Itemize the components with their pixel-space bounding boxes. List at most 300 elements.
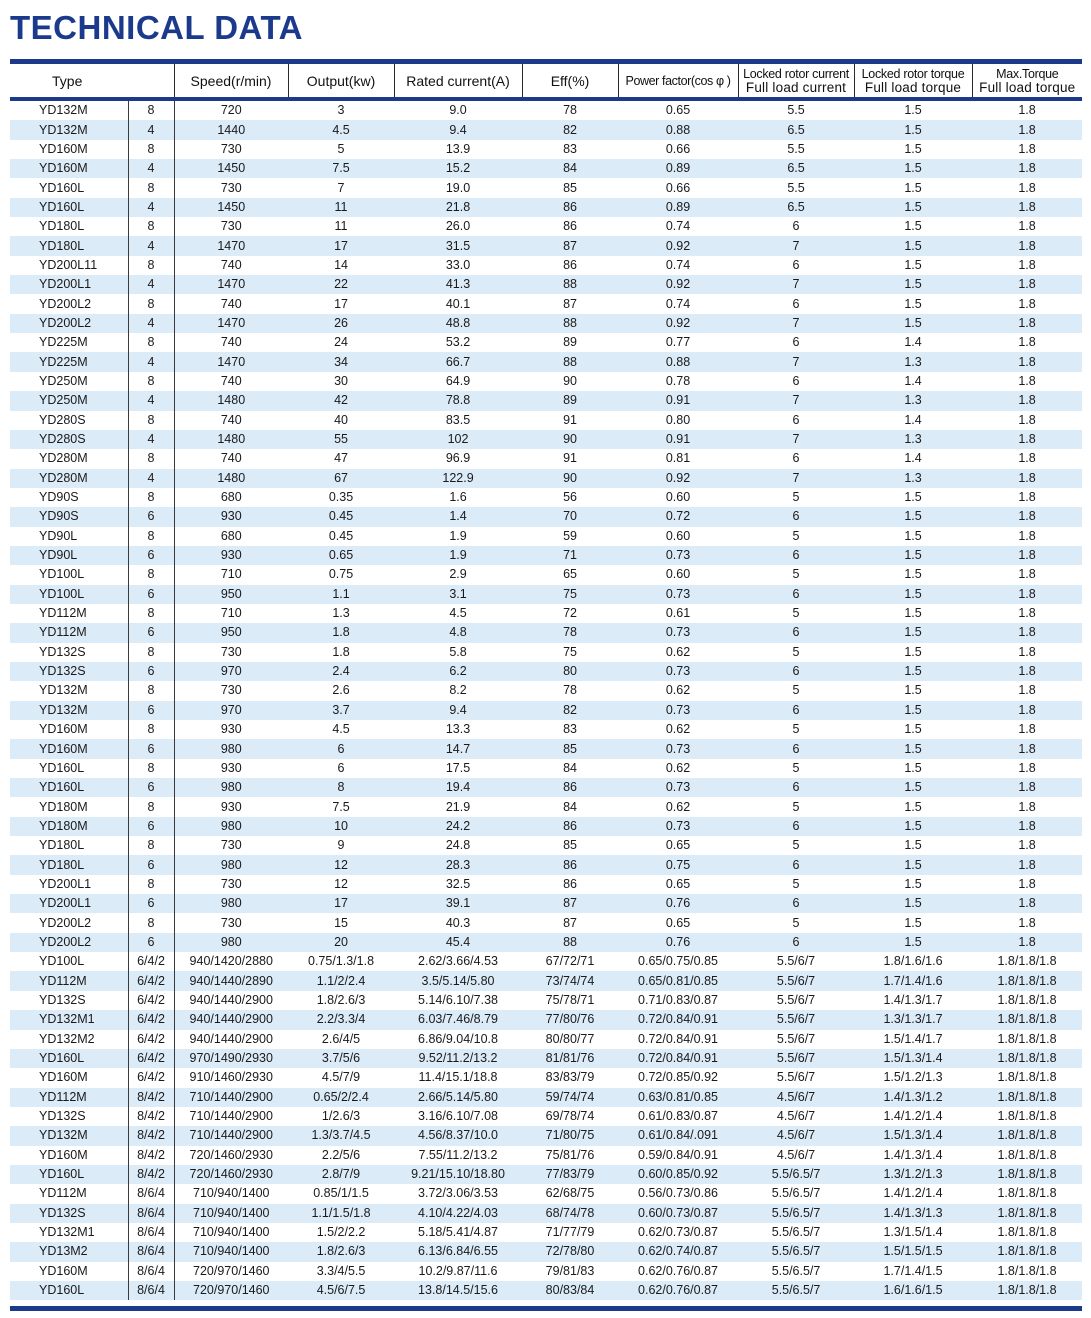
cell-type: YD160L (10, 198, 128, 217)
cell-type: YD132M (10, 120, 128, 139)
cell-output: 3.7/5/6 (288, 1049, 394, 1068)
table-row (10, 681, 1082, 700)
cell-speed: 910/1460/2930 (174, 1068, 288, 1087)
header-lrc-bottom: Full load current (745, 79, 847, 95)
cell-type: YD112M (10, 1088, 128, 1107)
cell-output: 15 (288, 913, 394, 932)
cell-locked-rotor-torque-ratio: 1.4 (854, 333, 972, 352)
cell-max-torque-ratio: 1.8 (972, 507, 1082, 526)
cell-locked-rotor-torque-ratio: 1.5 (854, 217, 972, 236)
cell-efficiency: 75 (522, 643, 618, 662)
cell-locked-rotor-current-ratio: 5 (738, 836, 854, 855)
cell-locked-rotor-current-ratio: 5 (738, 720, 854, 739)
cell-rated-current: 13.9 (394, 140, 522, 159)
cell-max-torque-ratio: 1.8 (972, 372, 1082, 391)
cell-poles: 8 (128, 101, 174, 120)
cell-power-factor: 0.89 (618, 198, 738, 217)
cell-efficiency: 87 (522, 913, 618, 932)
table-row (10, 662, 1082, 681)
cell-output: 3 (288, 101, 394, 120)
cell-power-factor: 0.62/0.76/0.87 (618, 1262, 738, 1281)
cell-efficiency: 81/81/76 (522, 1049, 618, 1068)
cell-poles: 8/6/4 (128, 1281, 174, 1300)
cell-type: YD90S (10, 507, 128, 526)
cell-power-factor: 0.73 (618, 662, 738, 681)
cell-locked-rotor-torque-ratio: 1.5 (854, 198, 972, 217)
cell-output: 1.3/3.7/4.5 (288, 1126, 394, 1145)
cell-max-torque-ratio: 1.8 (972, 333, 1082, 352)
table-row (10, 1184, 1082, 1203)
table-row (10, 643, 1082, 662)
cell-speed: 980 (174, 933, 288, 952)
cell-efficiency: 86 (522, 778, 618, 797)
table-row (10, 1146, 1082, 1165)
cell-max-torque-ratio: 1.8/1.8/1.8 (972, 952, 1082, 971)
table-row (10, 333, 1082, 352)
cell-type: YD180M (10, 817, 128, 836)
cell-rated-current: 48.8 (394, 314, 522, 333)
cell-max-torque-ratio: 1.8 (972, 643, 1082, 662)
cell-rated-current: 40.3 (394, 913, 522, 932)
cell-efficiency: 90 (522, 372, 618, 391)
cell-speed: 730 (174, 913, 288, 932)
cell-speed: 970/1490/2930 (174, 1049, 288, 1068)
cell-max-torque-ratio: 1.8 (972, 198, 1082, 217)
header-lrc-top: Locked rotor current (743, 66, 849, 81)
cell-max-torque-ratio: 1.8/1.8/1.8 (972, 1184, 1082, 1203)
cell-poles: 8 (128, 759, 174, 778)
header-speed: Speed(r/min) (174, 64, 288, 97)
cell-poles: 8 (128, 294, 174, 313)
cell-speed: 940/1440/2900 (174, 1010, 288, 1029)
cell-locked-rotor-current-ratio: 5.5/6.5/7 (738, 1242, 854, 1261)
cell-rated-current: 1.4 (394, 507, 522, 526)
cell-efficiency: 85 (522, 178, 618, 197)
cell-locked-rotor-torque-ratio: 1.5 (854, 836, 972, 855)
cell-type: YD200L1 (10, 275, 128, 294)
cell-efficiency: 80 (522, 662, 618, 681)
cell-power-factor: 0.72/0.85/0.92 (618, 1068, 738, 1087)
table-row (10, 120, 1082, 139)
table-row (10, 1030, 1082, 1049)
cell-locked-rotor-current-ratio: 5.5 (738, 101, 854, 120)
cell-output: 42 (288, 391, 394, 410)
cell-speed: 1480 (174, 469, 288, 488)
cell-rated-current: 15.2 (394, 159, 522, 178)
cell-locked-rotor-torque-ratio: 1.5 (854, 101, 972, 120)
cell-efficiency: 89 (522, 391, 618, 410)
cell-locked-rotor-current-ratio: 5.5/6/7 (738, 1030, 854, 1049)
cell-poles: 8/4/2 (128, 1146, 174, 1165)
table-row (10, 604, 1082, 623)
cell-max-torque-ratio: 1.8 (972, 585, 1082, 604)
cell-max-torque-ratio: 1.8 (972, 527, 1082, 546)
header-max-torque (972, 64, 1082, 97)
cell-locked-rotor-current-ratio: 5.5/6/7 (738, 1010, 854, 1029)
cell-output: 2.6 (288, 681, 394, 700)
cell-max-torque-ratio: 1.8 (972, 894, 1082, 913)
cell-type: YD200L2 (10, 294, 128, 313)
cell-type: YD132M1 (10, 1223, 128, 1242)
cell-efficiency: 75/81/76 (522, 1146, 618, 1165)
cell-locked-rotor-current-ratio: 5 (738, 488, 854, 507)
cell-output: 6 (288, 739, 394, 758)
cell-output: 8 (288, 778, 394, 797)
cell-power-factor: 0.56/0.73/0.86 (618, 1184, 738, 1203)
cell-efficiency: 73/74/74 (522, 971, 618, 990)
cell-rated-current: 13.3 (394, 720, 522, 739)
cell-output: 1.1/2/2.4 (288, 971, 394, 990)
cell-efficiency: 56 (522, 488, 618, 507)
cell-locked-rotor-current-ratio: 7 (738, 236, 854, 255)
cell-locked-rotor-current-ratio: 6 (738, 701, 854, 720)
cell-type: YD250M (10, 372, 128, 391)
cell-locked-rotor-torque-ratio: 1.5 (854, 681, 972, 700)
cell-rated-current: 6.86/9.04/10.8 (394, 1030, 522, 1049)
cell-max-torque-ratio: 1.8/1.8/1.8 (972, 1223, 1082, 1242)
cell-poles: 8 (128, 527, 174, 546)
cell-poles: 8 (128, 797, 174, 816)
cell-type: YD160M (10, 720, 128, 739)
cell-rated-current: 40.1 (394, 294, 522, 313)
cell-rated-current: 9.0 (394, 101, 522, 120)
cell-type: YD200L11 (10, 256, 128, 275)
cell-locked-rotor-current-ratio: 7 (738, 275, 854, 294)
cell-power-factor: 0.72 (618, 507, 738, 526)
cell-locked-rotor-torque-ratio: 1.4 (854, 449, 972, 468)
cell-type: YD160M (10, 1068, 128, 1087)
cell-rated-current: 9.4 (394, 120, 522, 139)
cell-locked-rotor-torque-ratio: 1.5 (854, 275, 972, 294)
cell-poles: 4 (128, 120, 174, 139)
table-row (10, 701, 1082, 720)
cell-speed: 1470 (174, 236, 288, 255)
cell-output: 26 (288, 314, 394, 333)
cell-efficiency: 84 (522, 759, 618, 778)
cell-rated-current: 5.8 (394, 643, 522, 662)
cell-poles: 8 (128, 565, 174, 584)
table-row (10, 1165, 1082, 1184)
cell-efficiency: 78 (522, 681, 618, 700)
table-row (10, 101, 1082, 120)
cell-max-torque-ratio: 1.8 (972, 933, 1082, 952)
cell-speed: 940/1440/2900 (174, 1030, 288, 1049)
cell-power-factor: 0.80 (618, 411, 738, 430)
cell-rated-current: 96.9 (394, 449, 522, 468)
cell-type: YD280M (10, 449, 128, 468)
cell-output: 4.5/6/7.5 (288, 1281, 394, 1300)
table-row (10, 449, 1082, 468)
cell-max-torque-ratio: 1.8/1.8/1.8 (972, 1165, 1082, 1184)
cell-output: 0.85/1/1.5 (288, 1184, 394, 1203)
cell-output: 2.6/4/5 (288, 1030, 394, 1049)
cell-locked-rotor-current-ratio: 5 (738, 565, 854, 584)
cell-efficiency: 83 (522, 720, 618, 739)
cell-speed: 970 (174, 662, 288, 681)
cell-rated-current: 6.13/6.84/6.55 (394, 1242, 522, 1261)
cell-speed: 930 (174, 546, 288, 565)
header-lrt-bottom: Full load torque (864, 79, 962, 95)
table-row (10, 527, 1082, 546)
table-row (10, 391, 1082, 410)
table-row (10, 623, 1082, 642)
cell-power-factor: 0.62 (618, 681, 738, 700)
cell-output: 11 (288, 217, 394, 236)
cell-output: 1.8 (288, 643, 394, 662)
cell-poles: 8/4/2 (128, 1126, 174, 1145)
cell-speed: 940/1440/2900 (174, 991, 288, 1010)
cell-efficiency: 88 (522, 933, 618, 952)
cell-poles: 6/4/2 (128, 991, 174, 1010)
cell-type: YD160L (10, 178, 128, 197)
cell-locked-rotor-torque-ratio: 1.5 (854, 178, 972, 197)
cell-speed: 710/1440/2900 (174, 1126, 288, 1145)
header-lrt-top: Locked rotor torque (861, 66, 965, 81)
cell-rated-current: 9.4 (394, 701, 522, 720)
cell-type: YD132M (10, 681, 128, 700)
cell-poles: 8 (128, 449, 174, 468)
cell-locked-rotor-torque-ratio: 1.5/1.3/1.4 (854, 1126, 972, 1145)
cell-speed: 740 (174, 372, 288, 391)
cell-locked-rotor-torque-ratio: 1.5 (854, 507, 972, 526)
cell-power-factor: 0.65 (618, 875, 738, 894)
cell-poles: 4 (128, 275, 174, 294)
cell-rated-current: 122.9 (394, 469, 522, 488)
cell-power-factor: 0.66 (618, 140, 738, 159)
cell-locked-rotor-current-ratio: 6 (738, 662, 854, 681)
cell-poles: 4 (128, 159, 174, 178)
cell-speed: 740 (174, 333, 288, 352)
cell-power-factor: 0.71/0.83/0.87 (618, 991, 738, 1010)
cell-rated-current: 4.10/4.22/4.03 (394, 1204, 522, 1223)
cell-locked-rotor-torque-ratio: 1.3 (854, 430, 972, 449)
cell-speed: 740 (174, 449, 288, 468)
table-row (10, 913, 1082, 932)
cell-power-factor: 0.89 (618, 159, 738, 178)
table-row (10, 1088, 1082, 1107)
cell-locked-rotor-torque-ratio: 1.5 (854, 159, 972, 178)
table-row (10, 855, 1082, 874)
cell-locked-rotor-torque-ratio: 1.5 (854, 875, 972, 894)
cell-efficiency: 88 (522, 352, 618, 371)
cell-speed: 710/940/1400 (174, 1242, 288, 1261)
cell-locked-rotor-torque-ratio: 1.3 (854, 352, 972, 371)
cell-poles: 8/6/4 (128, 1223, 174, 1242)
cell-efficiency: 90 (522, 469, 618, 488)
table-row (10, 178, 1082, 197)
cell-locked-rotor-current-ratio: 6 (738, 894, 854, 913)
cell-locked-rotor-torque-ratio: 1.5/1.3/1.4 (854, 1049, 972, 1068)
cell-power-factor: 0.73 (618, 739, 738, 758)
cell-poles: 8 (128, 217, 174, 236)
cell-poles: 8 (128, 488, 174, 507)
cell-power-factor: 0.62/0.73/0.87 (618, 1223, 738, 1242)
cell-locked-rotor-current-ratio: 5.5/6.5/7 (738, 1165, 854, 1184)
cell-locked-rotor-torque-ratio: 1.5/1.4/1.7 (854, 1030, 972, 1049)
cell-max-torque-ratio: 1.8 (972, 236, 1082, 255)
cell-power-factor: 0.60/0.85/0.92 (618, 1165, 738, 1184)
cell-speed: 730 (174, 140, 288, 159)
cell-power-factor: 0.73 (618, 701, 738, 720)
cell-power-factor: 0.63/0.81/0.85 (618, 1088, 738, 1107)
cell-rated-current: 3.16/6.10/7.08 (394, 1107, 522, 1126)
cell-max-torque-ratio: 1.8/1.8/1.8 (972, 991, 1082, 1010)
cell-max-torque-ratio: 1.8 (972, 797, 1082, 816)
cell-type: YD112M (10, 1184, 128, 1203)
cell-poles: 8/4/2 (128, 1165, 174, 1184)
cell-type: YD132S (10, 643, 128, 662)
header-output: Output(kw) (288, 64, 394, 97)
cell-power-factor: 0.60 (618, 527, 738, 546)
cell-poles: 8 (128, 681, 174, 700)
cell-output: 0.35 (288, 488, 394, 507)
cell-locked-rotor-current-ratio: 7 (738, 430, 854, 449)
cell-speed: 680 (174, 527, 288, 546)
cell-output: 12 (288, 855, 394, 874)
cell-efficiency: 71/77/79 (522, 1223, 618, 1242)
cell-power-factor: 0.60 (618, 488, 738, 507)
cell-locked-rotor-torque-ratio: 1.3 (854, 469, 972, 488)
cell-efficiency: 75/78/71 (522, 991, 618, 1010)
cell-power-factor: 0.60 (618, 565, 738, 584)
cell-type: YD160L (10, 1281, 128, 1300)
table-row (10, 236, 1082, 255)
table-row (10, 159, 1082, 178)
cell-output: 20 (288, 933, 394, 952)
cell-rated-current: 4.5 (394, 604, 522, 623)
cell-locked-rotor-current-ratio: 6 (738, 546, 854, 565)
cell-power-factor: 0.72/0.84/0.91 (618, 1049, 738, 1068)
cell-efficiency: 90 (522, 430, 618, 449)
cell-output: 17 (288, 894, 394, 913)
cell-rated-current: 19.4 (394, 778, 522, 797)
cell-locked-rotor-current-ratio: 5.5/6.5/7 (738, 1281, 854, 1300)
cell-type: YD100L (10, 585, 128, 604)
cell-max-torque-ratio: 1.8 (972, 140, 1082, 159)
cell-efficiency: 62/68/75 (522, 1184, 618, 1203)
cell-locked-rotor-torque-ratio: 1.4 (854, 411, 972, 430)
cell-efficiency: 91 (522, 411, 618, 430)
cell-output: 1/2.6/3 (288, 1107, 394, 1126)
cell-efficiency: 85 (522, 836, 618, 855)
cell-efficiency: 86 (522, 817, 618, 836)
cell-speed: 930 (174, 759, 288, 778)
table-body (10, 101, 1082, 1300)
cell-rated-current: 5.14/6.10/7.38 (394, 991, 522, 1010)
cell-locked-rotor-torque-ratio: 1.5 (854, 739, 972, 758)
cell-type: YD112M (10, 971, 128, 990)
cell-locked-rotor-current-ratio: 5.5/6.5/7 (738, 1204, 854, 1223)
cell-type: YD100L (10, 952, 128, 971)
cell-power-factor: 0.73 (618, 546, 738, 565)
cell-rated-current: 2.9 (394, 565, 522, 584)
cell-power-factor: 0.62 (618, 720, 738, 739)
cell-max-torque-ratio: 1.8/1.8/1.8 (972, 1088, 1082, 1107)
cell-max-torque-ratio: 1.8 (972, 662, 1082, 681)
cell-speed: 710/940/1400 (174, 1204, 288, 1223)
cell-speed: 980 (174, 778, 288, 797)
cell-locked-rotor-torque-ratio: 1.4/1.2/1.4 (854, 1107, 972, 1126)
cell-type: YD225M (10, 333, 128, 352)
cell-rated-current: 9.21/15.10/18.80 (394, 1165, 522, 1184)
cell-efficiency: 75 (522, 585, 618, 604)
table-row (10, 198, 1082, 217)
cell-power-factor: 0.91 (618, 391, 738, 410)
cell-power-factor: 0.59/0.84/0.91 (618, 1146, 738, 1165)
cell-type: YD180L (10, 236, 128, 255)
cell-rated-current: 1.9 (394, 546, 522, 565)
cell-locked-rotor-current-ratio: 6 (738, 256, 854, 275)
cell-locked-rotor-current-ratio: 5 (738, 643, 854, 662)
cell-poles: 8/6/4 (128, 1184, 174, 1203)
cell-locked-rotor-torque-ratio: 1.5 (854, 894, 972, 913)
cell-poles: 6 (128, 739, 174, 758)
cell-poles: 8 (128, 178, 174, 197)
cell-power-factor: 0.74 (618, 294, 738, 313)
cell-type: YD112M (10, 604, 128, 623)
technical-data-table (10, 64, 1082, 1300)
cell-speed: 730 (174, 643, 288, 662)
cell-poles: 6/4/2 (128, 1010, 174, 1029)
cell-output: 0.75 (288, 565, 394, 584)
cell-locked-rotor-current-ratio: 5.5 (738, 140, 854, 159)
cell-poles: 4 (128, 236, 174, 255)
cell-poles: 6 (128, 817, 174, 836)
cell-speed: 1480 (174, 391, 288, 410)
cell-locked-rotor-current-ratio: 5.5/6/7 (738, 1049, 854, 1068)
cell-rated-current: 28.3 (394, 855, 522, 874)
cell-power-factor: 0.92 (618, 236, 738, 255)
cell-type: YD180L (10, 855, 128, 874)
cell-rated-current: 10.2/9.87/11.6 (394, 1262, 522, 1281)
cell-max-torque-ratio: 1.8/1.8/1.8 (972, 1049, 1082, 1068)
cell-efficiency: 69/78/74 (522, 1107, 618, 1126)
cell-locked-rotor-current-ratio: 7 (738, 469, 854, 488)
cell-poles: 8/6/4 (128, 1242, 174, 1261)
cell-output: 40 (288, 411, 394, 430)
cell-efficiency: 86 (522, 198, 618, 217)
cell-power-factor: 0.60/0.73/0.87 (618, 1204, 738, 1223)
cell-speed: 1450 (174, 159, 288, 178)
cell-poles: 8/6/4 (128, 1262, 174, 1281)
cell-output: 17 (288, 236, 394, 255)
table-row (10, 507, 1082, 526)
cell-power-factor: 0.73 (618, 585, 738, 604)
cell-rated-current: 66.7 (394, 352, 522, 371)
cell-type: YD160L (10, 759, 128, 778)
cell-rated-current: 24.2 (394, 817, 522, 836)
cell-output: 10 (288, 817, 394, 836)
cell-type: YD180M (10, 797, 128, 816)
cell-type: YD132M (10, 701, 128, 720)
cell-type: YD200L2 (10, 933, 128, 952)
cell-type: YD132M1 (10, 1010, 128, 1029)
cell-power-factor: 0.92 (618, 469, 738, 488)
cell-rated-current: 1.9 (394, 527, 522, 546)
cell-type: YD160M (10, 1146, 128, 1165)
table-row (10, 991, 1082, 1010)
cell-max-torque-ratio: 1.8/1.8/1.8 (972, 1010, 1082, 1029)
cell-speed: 710/1440/2900 (174, 1088, 288, 1107)
header-rated-current: Rated current(A) (394, 64, 522, 97)
table-row (10, 778, 1082, 797)
cell-locked-rotor-current-ratio: 5.5/6/7 (738, 971, 854, 990)
cell-speed: 930 (174, 507, 288, 526)
cell-rated-current: 33.0 (394, 256, 522, 275)
cell-output: 22 (288, 275, 394, 294)
cell-power-factor: 0.91 (618, 430, 738, 449)
cell-output: 1.8 (288, 623, 394, 642)
